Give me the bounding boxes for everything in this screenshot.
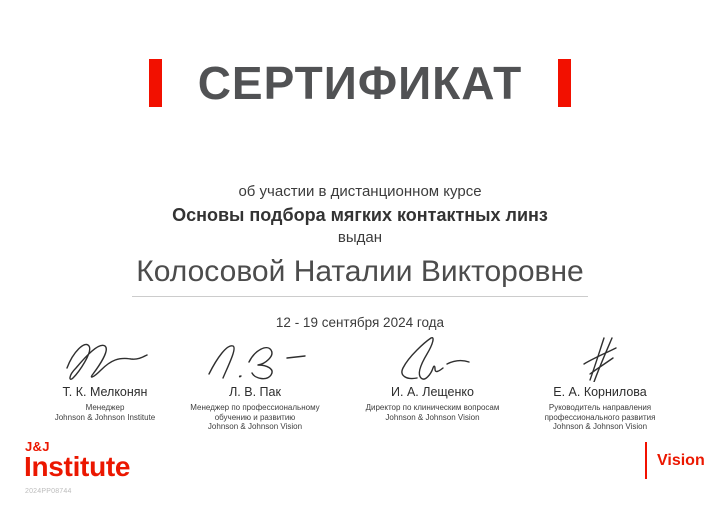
signature-icon xyxy=(383,336,483,382)
intro-line-issued: выдан xyxy=(337,229,383,246)
signatory-role-line: профессионального развития xyxy=(544,412,656,422)
course-date: 12 - 19 сентября 2024 года xyxy=(275,315,445,330)
signatory-role-line: обучению и развитию xyxy=(214,412,296,422)
vision-divider-bar xyxy=(645,442,647,479)
signatory-name: Е. А. Корнилова xyxy=(553,385,647,399)
intro-line-participation: об участии в дистанционном курсе xyxy=(238,183,482,200)
jnj-logo-top: J&J xyxy=(25,439,50,454)
signatory-name: Л. В. Пак xyxy=(229,385,281,399)
signatory-role-line: Johnson & Johnson Vision xyxy=(385,412,480,422)
signatory-role-line: Johnson & Johnson Institute xyxy=(54,412,156,422)
signatory-role-line: Johnson & Johnson Vision xyxy=(207,422,303,431)
vision-label: Vision xyxy=(657,451,705,469)
signatory-role xyxy=(55,403,156,422)
signatory-role-line: Менеджер по профессиональному xyxy=(190,403,320,412)
course-title: Основы подбора мягких контактных линз xyxy=(172,205,548,225)
certificate-header xyxy=(0,59,720,107)
signature-icon xyxy=(195,336,315,382)
signatory-role-line: Johnson & Johnson Vision xyxy=(552,422,648,431)
signature-icon xyxy=(59,336,151,382)
intro-block xyxy=(0,181,720,249)
jnj-institute-logo: Institute xyxy=(24,451,131,482)
document-code: 2024PP08744 xyxy=(25,488,72,495)
certificate-title: СЕРТИФИКАТ xyxy=(197,57,523,109)
signatory-role-line: Директор по клиническим вопросам xyxy=(365,403,500,412)
signatory-name: Т. К. Мелконян xyxy=(62,385,148,399)
signature-icon xyxy=(570,336,630,382)
vision-logo xyxy=(645,442,705,479)
signatory-block xyxy=(495,336,705,432)
signatory-role-line: Менеджер xyxy=(85,403,125,412)
signatory-block xyxy=(160,336,350,432)
signatory-role xyxy=(545,403,656,432)
signatory-role-line: Руководитель направления xyxy=(548,403,652,412)
left-red-bar xyxy=(149,59,162,107)
signatory-name: И. А. Лещенко xyxy=(391,385,474,399)
signatory-role xyxy=(366,403,500,422)
right-red-bar xyxy=(558,59,571,107)
signatory-role xyxy=(190,403,319,432)
recipient-name: Колосовой Наталии Викторовне xyxy=(132,255,588,297)
recipient-block xyxy=(0,255,720,297)
